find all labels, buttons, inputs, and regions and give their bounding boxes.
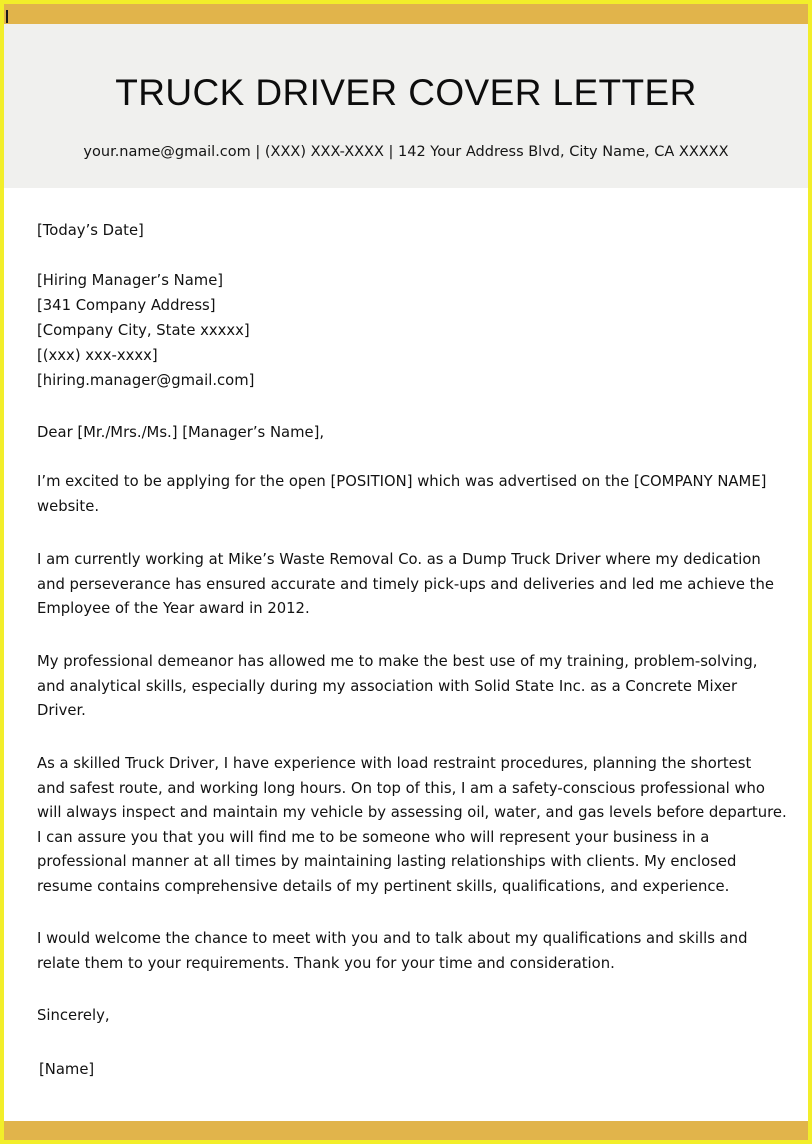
date-line: [Today’s Date] [37,222,144,239]
paragraph-line: I’m excited to be applying for the open [POSITION] which was advertised on the [COMPANY NAME] [37,473,767,490]
recipient-email: [hiring.manager@gmail.com] [37,372,255,389]
paragraph-line: resume contains comprehensive details of my pertinent skills, qualifications, and experience. [37,877,730,895]
recipient-phone: [(xxx) xxx-xxxx] [37,347,158,364]
paragraph-line: Employee of the Year award in 2012. [37,600,310,617]
paragraph-line: I would welcome the chance to meet with you and to talk about my qualifications and skills and [37,930,748,947]
page-title: TRUCK DRIVER COVER LETTER [115,72,697,113]
paragraph-line: website. [37,497,100,515]
paragraph-line: I can assure you that you will find me to be someone who will represent your business in a [37,828,710,846]
paragraph-line: Driver. [37,702,86,719]
paragraph-line: As a skilled Truck Driver, I have experience with load restraint procedures, planning the shortest [37,755,752,772]
paragraph-5 [37,927,789,976]
closing: Sincerely, [37,1007,110,1024]
signature-name: [Name] [39,1061,95,1078]
recipient-name: [Hiring Manager’s Name] [37,272,224,289]
recipient-address: [341 Company Address] [37,297,216,314]
paragraph-line: professional manner at all times by maintaining lasting relationships with clients. My enclosed [37,853,737,870]
paragraph-line: will always inspect and maintain my vehicle by assessing oil, water, and gas levels before departure. [37,804,787,821]
top-accent-bar [4,4,808,24]
paragraph-4 [37,752,789,899]
paragraph-line: relate them to your requirements. Thank you for your time and consideration. [37,954,615,972]
paragraph-1 [37,470,789,519]
letter-header [4,24,808,188]
recipient-city-state: [Company City, State xxxxx] [37,322,250,339]
paragraph-line: and perseverance has ensured accurate and timely pick-ups and deliveries and led me achieve the [37,575,774,593]
contact-line: your.name@gmail.com | (XXX) XXX-XXXX | 142 Your Address Blvd, City Name, CA XXXXX [83,144,729,160]
paragraph-3 [37,650,789,724]
salutation: Dear [Mr./Mrs./Ms.] [Manager’s Name], [37,424,325,441]
paragraph-2 [37,548,789,622]
paragraph-line: I am currently working at Mike’s Waste Removal Co. as a Dump Truck Driver where my dedication [37,551,761,568]
cover-letter-page [4,4,808,1140]
recipient-block [37,269,789,394]
paragraph-line: and safest route, and working long hours. On top of this, I am a safety-conscious professional who [37,779,765,797]
top-corner-mark [6,10,8,23]
paragraph-line: My professional demeanor has allowed me to make the best use of my training, problem-solving, [37,653,758,670]
bottom-accent-bar [4,1121,808,1140]
paragraph-line: and analytical skills, especially during my association with Solid State Inc. as a Concrete Mixer [37,677,738,695]
